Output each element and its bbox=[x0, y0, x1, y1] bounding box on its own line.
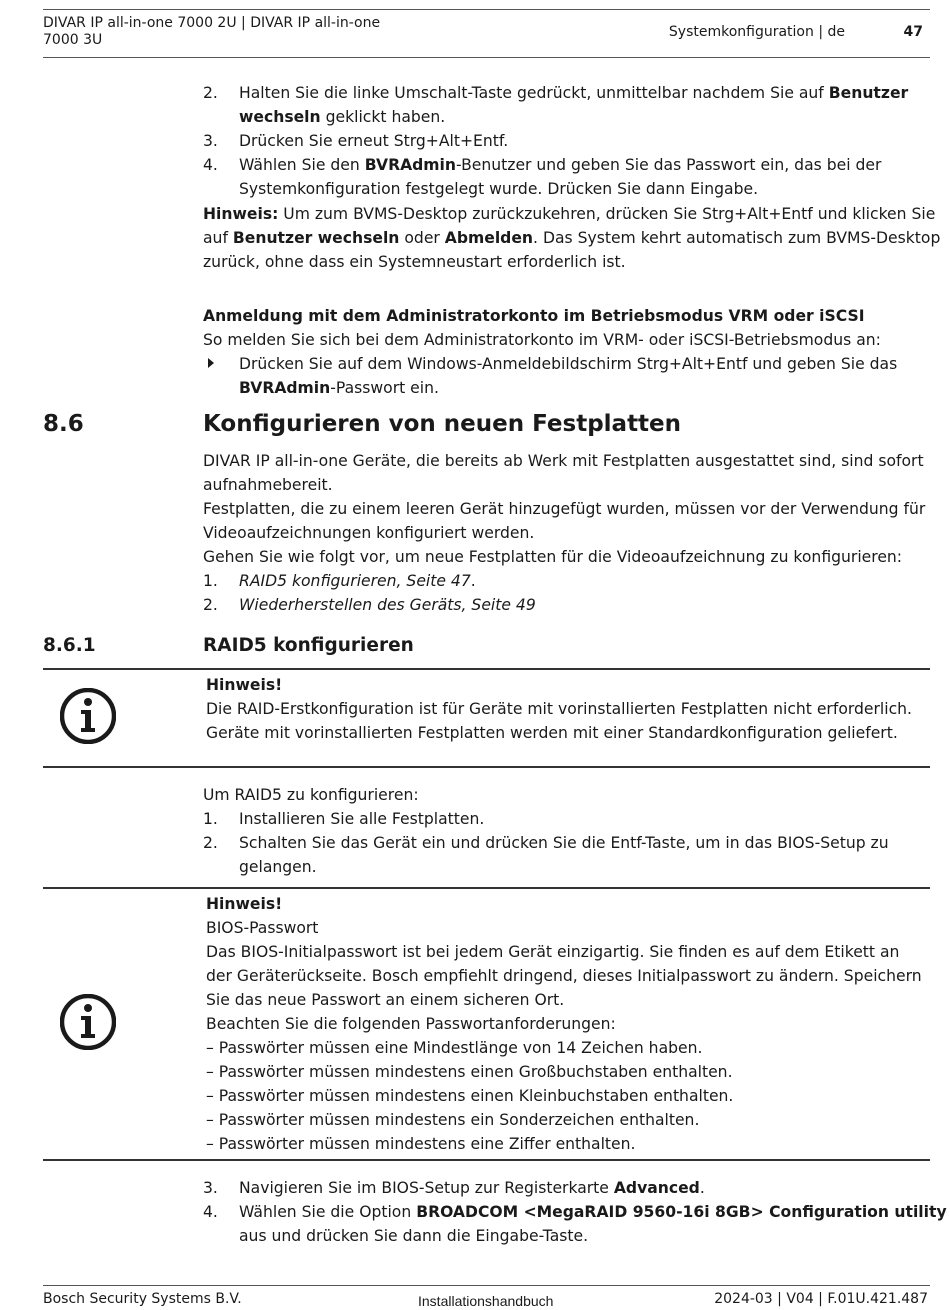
notice-label: Hinweis! bbox=[206, 895, 283, 913]
header-product-line2: 7000 3U bbox=[43, 32, 103, 48]
notice-bottom-rule bbox=[43, 1159, 930, 1161]
bullet-triangle-icon bbox=[208, 358, 214, 368]
password-requirement: – Passwörter müssen mindestens eine Ziffer enthalten. bbox=[206, 1135, 636, 1153]
step-text: Navigieren Sie im BIOS-Setup zur Registerkarte Advanced. bbox=[239, 1179, 705, 1197]
notice-text: Geräte mit vorinstallierten Festplatten werden mit einer Standardkonfiguration geliefert. bbox=[206, 724, 898, 742]
notice-top-rule bbox=[43, 887, 930, 889]
step-text: Schalten Sie das Gerät ein und drücken Sie die Entf-Taste, um in das BIOS-Setup zu bbox=[239, 834, 889, 852]
step-number: 2. bbox=[203, 84, 218, 102]
admin-bullet: BVRAdmin-Passwort ein. bbox=[239, 379, 439, 397]
header-section: Systemkonfiguration | de bbox=[668, 24, 845, 40]
paragraph: Videoaufzeichnungen konfiguriert werden. bbox=[203, 524, 535, 542]
info-icon bbox=[60, 994, 116, 1050]
password-requirement: – Passwörter müssen eine Mindestlänge von 14 Zeichen haben. bbox=[206, 1039, 703, 1057]
note-paragraph: Hinweis: Um zum BVMS-Desktop zurückzukehren, drücken Sie Strg+Alt+Entf und klicken Sie bbox=[203, 205, 936, 223]
password-requirement: – Passwörter müssen mindestens einen Großbuchstaben enthalten. bbox=[206, 1063, 733, 1081]
notice-text: Das BIOS-Initialpasswort ist bei jedem Gerät einzigartig. Sie finden es auf dem Etikett an bbox=[206, 943, 900, 961]
paragraph: DIVAR IP all-in-one Geräte, die bereits ab Werk mit Festplatten ausgestattet sind, sind sofort bbox=[203, 452, 924, 470]
step-text: Wählen Sie den BVRAdmin-Benutzer und geben Sie das Passwort ein, das bei der bbox=[239, 156, 882, 174]
section-number: 8.6 bbox=[43, 411, 84, 437]
note-paragraph: auf Benutzer wechseln oder Abmelden. Das System kehrt automatisch zum BVMS-Desktop bbox=[203, 229, 941, 247]
header-top-rule bbox=[43, 9, 930, 10]
paragraph: Festplatten, die zu einem leeren Gerät hinzugefügt wurden, müssen vor der Verwendung für bbox=[203, 500, 926, 518]
footer-doc-type: Installationshandbuch bbox=[418, 1293, 554, 1309]
subsection-title: RAID5 konfigurieren bbox=[203, 635, 414, 656]
step-text: gelangen. bbox=[239, 858, 317, 876]
step-number: 1. bbox=[203, 810, 218, 828]
step-number: 4. bbox=[203, 156, 218, 174]
list-number: 1. bbox=[203, 572, 218, 590]
password-requirement: – Passwörter müssen mindestens ein Sonderzeichen enthalten. bbox=[206, 1111, 700, 1129]
footer-doc-ref: 2024-03 | V04 | F.01U.421.487 bbox=[714, 1291, 928, 1307]
header-bottom-rule bbox=[43, 57, 930, 58]
cross-reference-link[interactable]: RAID5 konfigurieren, Seite 47. bbox=[239, 572, 476, 590]
paragraph: aufnahmebereit. bbox=[203, 476, 333, 494]
password-requirement: – Passwörter müssen mindestens einen Kleinbuchstaben enthalten. bbox=[206, 1087, 734, 1105]
admin-intro: So melden Sie sich bei dem Administratorkonto im VRM- oder iSCSI-Betriebsmodus an: bbox=[203, 331, 881, 349]
notice-top-rule bbox=[43, 668, 930, 670]
page-number: 47 bbox=[903, 24, 923, 40]
notice-label: Hinweis! bbox=[206, 676, 283, 694]
subsection-number: 8.6.1 bbox=[43, 635, 96, 656]
cross-reference-link[interactable]: Wiederherstellen des Geräts, Seite 49 bbox=[239, 596, 536, 614]
paragraph: Gehen Sie wie folgt vor, um neue Festplatten für die Videoaufzeichnung zu konfigurieren: bbox=[203, 548, 903, 566]
step-number: 4. bbox=[203, 1203, 218, 1221]
info-icon bbox=[60, 688, 116, 744]
step-text: Wählen Sie die Option BROADCOM <MegaRAID 9560-16i 8GB> Configuration utility bbox=[239, 1203, 947, 1221]
step-text: aus und drücken Sie dann die Eingabe-Taste. bbox=[239, 1227, 589, 1245]
step-number: 2. bbox=[203, 834, 218, 852]
notice-text: Die RAID-Erstkonfiguration ist für Geräte mit vorinstallierten Festplatten nicht erforderlich. bbox=[206, 700, 912, 718]
step-number: 3. bbox=[203, 132, 218, 150]
header-product-line1: DIVAR IP all-in-one 7000 2U | DIVAR IP all-in-one bbox=[43, 15, 381, 31]
step-number: 3. bbox=[203, 1179, 218, 1197]
notice-text: Sie das neue Passwort an einem sicheren Ort. bbox=[206, 991, 565, 1009]
footer-company: Bosch Security Systems B.V. bbox=[43, 1291, 242, 1307]
footer-rule bbox=[43, 1285, 930, 1286]
step-text: Systemkonfiguration festgelegt wurde. Drücken Sie dann Eingabe. bbox=[239, 180, 759, 198]
notice-text: Beachten Sie die folgenden Passwortanforderungen: bbox=[206, 1015, 616, 1033]
notice-bottom-rule bbox=[43, 766, 930, 768]
header-product bbox=[43, 15, 380, 49]
notice-text: der Geräterückseite. Bosch empfiehlt dringend, dieses Initialpasswort zu ändern. Speichern bbox=[206, 967, 922, 985]
list-number: 2. bbox=[203, 596, 218, 614]
raid-intro: Um RAID5 zu konfigurieren: bbox=[203, 786, 419, 804]
step-text: Drücken Sie erneut Strg+Alt+Entf. bbox=[239, 132, 509, 150]
admin-heading: Anmeldung mit dem Administratorkonto im Betriebsmodus VRM oder iSCSI bbox=[203, 307, 865, 325]
notice-subtitle: BIOS-Passwort bbox=[206, 919, 319, 937]
step-text: Installieren Sie alle Festplatten. bbox=[239, 810, 485, 828]
admin-bullet: Drücken Sie auf dem Windows-Anmeldebildschirm Strg+Alt+Entf und geben Sie das bbox=[239, 355, 898, 373]
note-paragraph: zurück, ohne dass ein Systemneustart erforderlich ist. bbox=[203, 253, 626, 271]
section-title: Konfigurieren von neuen Festplatten bbox=[203, 411, 682, 437]
step-text: wechseln geklickt haben. bbox=[239, 108, 446, 126]
step-text: Halten Sie die linke Umschalt-Taste gedrückt, unmittelbar nachdem Sie auf Benutzer bbox=[239, 84, 909, 102]
